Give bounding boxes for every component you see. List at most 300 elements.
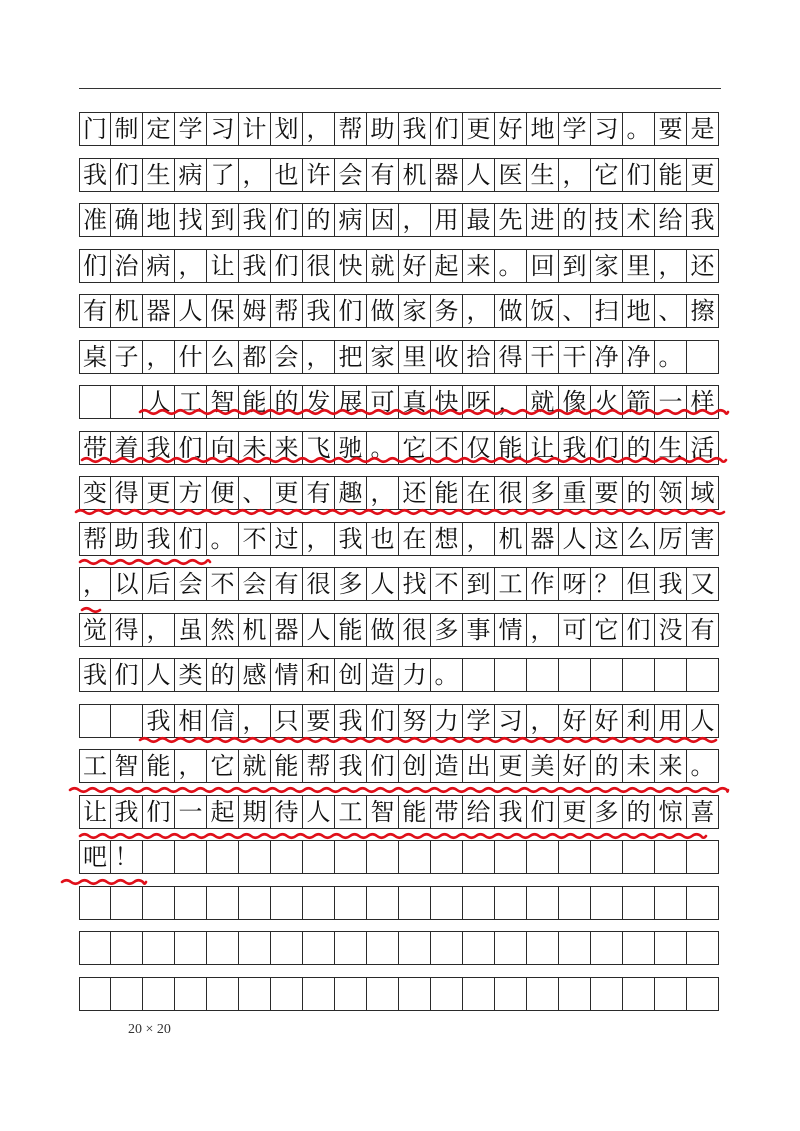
- grid-cell: [303, 977, 335, 1011]
- grid-cell: 我: [303, 294, 335, 328]
- grid-cell: 技: [591, 203, 623, 237]
- grid-cell: [623, 840, 655, 874]
- grid-cell: [655, 840, 687, 874]
- grid-cell: [591, 840, 623, 874]
- grid-cell: [79, 886, 111, 920]
- grid-cell: 净: [623, 340, 655, 374]
- grid-cell: 机: [495, 522, 527, 556]
- red-wavy-underline: [80, 834, 706, 838]
- grid-cell: 活: [687, 431, 719, 465]
- grid-cell: [335, 977, 367, 1011]
- grid-cell: 在: [399, 522, 431, 556]
- grid-cell: 先: [495, 203, 527, 237]
- grid-cell: 有: [79, 294, 111, 328]
- grid-cell: 感: [239, 658, 271, 692]
- grid-cell: ，: [367, 476, 399, 510]
- grid-cell: [271, 886, 303, 920]
- grid-cell: 帮: [79, 522, 111, 556]
- grid-cell: 的: [591, 749, 623, 783]
- grid-cell: 智: [207, 385, 239, 419]
- grid-cell: 有: [303, 476, 335, 510]
- grid-cell: [655, 658, 687, 692]
- grid-cell: 这: [591, 522, 623, 556]
- grid-row: [79, 886, 719, 920]
- grid-cell: 让: [207, 249, 239, 283]
- grid-cell: 器: [527, 522, 559, 556]
- grid-cell: ，: [239, 704, 271, 738]
- grid-row: [79, 658, 719, 692]
- grid-cell: [591, 931, 623, 965]
- grid-cell: ，: [399, 203, 431, 237]
- grid-cell: 我: [399, 112, 431, 146]
- grid-cell: 过: [271, 522, 303, 556]
- grid-cell: 制: [111, 112, 143, 146]
- grid-cell: 样: [687, 385, 719, 419]
- grid-row: [79, 567, 719, 601]
- grid-cell: 想: [431, 522, 463, 556]
- grid-cell: 门: [79, 112, 111, 146]
- grid-cell: [463, 886, 495, 920]
- grid-cell: 们: [271, 203, 303, 237]
- grid-cell: 我: [495, 795, 527, 829]
- grid-cell: 快: [431, 385, 463, 419]
- grid-row: [79, 522, 719, 556]
- grid-cell: 们: [335, 294, 367, 328]
- grid-cell: 像: [559, 385, 591, 419]
- grid-cell: 的: [559, 203, 591, 237]
- grid-cell: 我: [143, 522, 175, 556]
- grid-cell: 了: [207, 158, 239, 192]
- grid-cell: 然: [207, 613, 239, 647]
- grid-cell: 机: [111, 294, 143, 328]
- grid-cell: 。: [495, 249, 527, 283]
- grid-cell: 创: [399, 749, 431, 783]
- grid-cell: 很: [303, 249, 335, 283]
- grid-cell: 用: [431, 203, 463, 237]
- grid-cell: 但: [623, 567, 655, 601]
- grid-cell: 们: [111, 158, 143, 192]
- grid-cell: 学: [463, 704, 495, 738]
- grid-cell: 工: [175, 385, 207, 419]
- grid-cell: 么: [623, 522, 655, 556]
- grid-cell: 们: [175, 431, 207, 465]
- grid-cell: [623, 658, 655, 692]
- grid-cell: 让: [527, 431, 559, 465]
- grid-cell: [175, 931, 207, 965]
- grid-cell: 展: [335, 385, 367, 419]
- grid-cell: 也: [271, 158, 303, 192]
- grid-cell: 医: [495, 158, 527, 192]
- grid-row: [79, 431, 719, 465]
- grid-cell: 便: [207, 476, 239, 510]
- grid-cell: 、: [559, 294, 591, 328]
- grid-cell: 扫: [591, 294, 623, 328]
- red-wavy-underline: [140, 738, 716, 742]
- grid-cell: 更: [687, 158, 719, 192]
- grid-cell: 的: [303, 203, 335, 237]
- grid-row: [79, 977, 719, 1011]
- grid-cell: 地: [143, 203, 175, 237]
- grid-cell: 还: [687, 249, 719, 283]
- grid-cell: 学: [559, 112, 591, 146]
- grid-row: [79, 749, 719, 783]
- grid-cell: 家: [591, 249, 623, 283]
- grid-cell: 以: [111, 567, 143, 601]
- grid-cell: 带: [431, 795, 463, 829]
- grid-cell: 会: [239, 567, 271, 601]
- grid-cell: [239, 840, 271, 874]
- grid-cell: 有: [271, 567, 303, 601]
- grid-cell: 更: [559, 795, 591, 829]
- grid-cell: 就: [527, 385, 559, 419]
- grid-cell: [559, 977, 591, 1011]
- grid-cell: 们: [271, 249, 303, 283]
- grid-row: [79, 385, 719, 419]
- grid-cell: 助: [367, 112, 399, 146]
- grid-cell: 擦: [687, 294, 719, 328]
- grid-cell: 更: [271, 476, 303, 510]
- grid-cell: 箭: [623, 385, 655, 419]
- grid-cell: 来: [463, 249, 495, 283]
- grid-cell: 。: [687, 749, 719, 783]
- grid-cell: 们: [591, 431, 623, 465]
- red-wavy-underline: [76, 510, 724, 514]
- grid-cell: 事: [463, 613, 495, 647]
- grid-cell: 的: [271, 385, 303, 419]
- grid-cell: 器: [271, 613, 303, 647]
- grid-cell: [687, 886, 719, 920]
- grid-cell: [527, 840, 559, 874]
- grid-cell: 得: [111, 613, 143, 647]
- grid-cell: [335, 886, 367, 920]
- grid-cell: 待: [271, 795, 303, 829]
- grid-cell: 做: [367, 294, 399, 328]
- grid-cell: [367, 840, 399, 874]
- grid-cell: ，: [303, 112, 335, 146]
- grid-cell: [495, 658, 527, 692]
- grid-cell: 们: [143, 795, 175, 829]
- grid-cell: 得: [495, 340, 527, 374]
- grid-cell: 作: [527, 567, 559, 601]
- grid-cell: ，: [303, 340, 335, 374]
- grid-cell: [367, 886, 399, 920]
- grid-cell: [591, 658, 623, 692]
- grid-cell: 找: [175, 203, 207, 237]
- grid-cell: [399, 977, 431, 1011]
- grid-cell: ，: [559, 158, 591, 192]
- grid-cell: 。: [207, 522, 239, 556]
- grid-cell: ，: [143, 613, 175, 647]
- grid-cell: 们: [111, 658, 143, 692]
- grid-cell: 类: [175, 658, 207, 692]
- grid-cell: 我: [111, 795, 143, 829]
- grid-cell: 和: [303, 658, 335, 692]
- grid-cell: [303, 886, 335, 920]
- grid-cell: 呀: [463, 385, 495, 419]
- grid-row: [79, 112, 719, 146]
- grid-cell: 来: [271, 431, 303, 465]
- grid-cell: [239, 931, 271, 965]
- grid-cell: 找: [399, 567, 431, 601]
- grid-cell: 出: [463, 749, 495, 783]
- grid-cell: 有: [367, 158, 399, 192]
- grid-cell: 起: [431, 249, 463, 283]
- grid-cell: [175, 977, 207, 1011]
- grid-cell: 一: [175, 795, 207, 829]
- grid-cell: 习: [591, 112, 623, 146]
- grid-cell: 人: [143, 385, 175, 419]
- grid-cell: 人: [367, 567, 399, 601]
- grid-cell: 我: [559, 431, 591, 465]
- grid-cell: 桌: [79, 340, 111, 374]
- grid-cell: 方: [175, 476, 207, 510]
- grid-cell: 期: [239, 795, 271, 829]
- grid-cell: [623, 931, 655, 965]
- grid-cell: [527, 931, 559, 965]
- grid-cell: 确: [111, 203, 143, 237]
- grid-cell: 我: [239, 203, 271, 237]
- grid-cell: [399, 840, 431, 874]
- grid-cell: [175, 840, 207, 874]
- grid-cell: 我: [79, 158, 111, 192]
- grid-cell: [687, 658, 719, 692]
- grid-cell: 火: [591, 385, 623, 419]
- grid-cell: 多: [527, 476, 559, 510]
- grid-cell: 们: [79, 249, 111, 283]
- grid-row: [79, 158, 719, 192]
- grid-cell: 子: [111, 340, 143, 374]
- grid-cell: 姆: [239, 294, 271, 328]
- grid-cell: 会: [271, 340, 303, 374]
- grid-cell: 的: [623, 431, 655, 465]
- grid-cell: 起: [207, 795, 239, 829]
- grid-cell: 还: [399, 476, 431, 510]
- grid-cell: 做: [495, 294, 527, 328]
- grid-cell: 可: [367, 385, 399, 419]
- grid-cell: 帮: [271, 294, 303, 328]
- grid-cell: 学: [175, 112, 207, 146]
- grid-cell: 保: [207, 294, 239, 328]
- grid-cell: 务: [431, 294, 463, 328]
- grid-cell: 很: [399, 613, 431, 647]
- grid-cell: 人: [463, 158, 495, 192]
- grid-cell: [207, 931, 239, 965]
- grid-cell: [271, 977, 303, 1011]
- grid-cell: 人: [175, 294, 207, 328]
- grid-cell: 又: [687, 567, 719, 601]
- grid-cell: 美: [527, 749, 559, 783]
- grid-cell: [463, 840, 495, 874]
- grid-cell: 好: [559, 749, 591, 783]
- grid-cell: 到: [207, 203, 239, 237]
- grid-cell: 得: [111, 476, 143, 510]
- grid-cell: 能: [271, 749, 303, 783]
- grid-cell: 利: [623, 704, 655, 738]
- grid-cell: 饭: [527, 294, 559, 328]
- grid-cell: 帮: [335, 112, 367, 146]
- grid-cell: 能: [431, 476, 463, 510]
- grid-row: [79, 294, 719, 328]
- grid-cell: 能: [335, 613, 367, 647]
- grid-cell: ，: [175, 749, 207, 783]
- grid-cell: 在: [463, 476, 495, 510]
- grid-cell: 情: [271, 658, 303, 692]
- grid-cell: [655, 977, 687, 1011]
- grid-cell: 它: [399, 431, 431, 465]
- grid-cell: 们: [175, 522, 207, 556]
- grid-cell: 没: [655, 613, 687, 647]
- grid-cell: [271, 931, 303, 965]
- grid-cell: 信: [207, 704, 239, 738]
- grid-cell: 我: [79, 658, 111, 692]
- grid-cell: 不: [207, 567, 239, 601]
- grid-cell: 呀: [559, 567, 591, 601]
- grid-cell: 的: [623, 795, 655, 829]
- grid-cell: 们: [431, 112, 463, 146]
- grid-cell: 要: [591, 476, 623, 510]
- grid-cell: [143, 886, 175, 920]
- grid-cell: [79, 931, 111, 965]
- grid-row: [79, 203, 719, 237]
- grid-cell: 不: [431, 431, 463, 465]
- grid-cell: [655, 886, 687, 920]
- grid-row: [79, 249, 719, 283]
- grid-cell: [687, 340, 719, 374]
- grid-cell: [111, 704, 143, 738]
- red-wavy-underline: [82, 608, 100, 612]
- grid-cell: 也: [367, 522, 399, 556]
- grid-cell: 的: [623, 476, 655, 510]
- grid-cell: [399, 886, 431, 920]
- grid-cell: 人: [559, 522, 591, 556]
- grid-cell: 智: [111, 749, 143, 783]
- grid-cell: 后: [143, 567, 175, 601]
- grid-cell: 们: [527, 795, 559, 829]
- grid-cell: ！: [111, 840, 143, 874]
- grid-cell: [495, 840, 527, 874]
- grid-cell: 最: [463, 203, 495, 237]
- grid-cell: [623, 886, 655, 920]
- grid-cell: [303, 931, 335, 965]
- grid-cell: [527, 886, 559, 920]
- grid-cell: [335, 840, 367, 874]
- grid-cell: 病: [175, 158, 207, 192]
- grid-cell: [111, 931, 143, 965]
- grid-cell: ？: [591, 567, 623, 601]
- grid-cell: 未: [623, 749, 655, 783]
- grid-cell: 力: [431, 704, 463, 738]
- grid-cell: [79, 704, 111, 738]
- grid-cell: 好: [399, 249, 431, 283]
- grid-cell: [79, 977, 111, 1011]
- grid-cell: 器: [431, 158, 463, 192]
- grid-cell: 人: [303, 613, 335, 647]
- grid-cell: 要: [655, 112, 687, 146]
- grid-cell: [559, 886, 591, 920]
- red-wavy-underline: [62, 880, 146, 884]
- grid-cell: 很: [495, 476, 527, 510]
- grid-cell: 术: [623, 203, 655, 237]
- grid-cell: 我: [143, 431, 175, 465]
- grid-cell: ，: [527, 704, 559, 738]
- grid-cell: 进: [527, 203, 559, 237]
- grid-row: [79, 476, 719, 510]
- grid-cell: 喜: [687, 795, 719, 829]
- grid-cell: 我: [335, 522, 367, 556]
- grid-cell: 们: [367, 704, 399, 738]
- grid-cell: 我: [335, 704, 367, 738]
- grid-cell: ，: [239, 158, 271, 192]
- grid-cell: 人: [143, 658, 175, 692]
- grid-cell: [623, 977, 655, 1011]
- grid-cell: 的: [207, 658, 239, 692]
- grid-cell: 智: [367, 795, 399, 829]
- grid-cell: 要: [303, 704, 335, 738]
- grid-cell: 觉: [79, 613, 111, 647]
- grid-cell: 回: [527, 249, 559, 283]
- grid-cell: 厉: [655, 522, 687, 556]
- grid-cell: [431, 977, 463, 1011]
- grid-cell: [527, 658, 559, 692]
- grid-cell: ，: [143, 340, 175, 374]
- grid-cell: 器: [143, 294, 175, 328]
- grid-cell: [367, 977, 399, 1011]
- grid-cell: 多: [591, 795, 623, 829]
- grid-cell: 到: [463, 567, 495, 601]
- grid-cell: 许: [303, 158, 335, 192]
- grid-cell: ，: [303, 522, 335, 556]
- grid-cell: 里: [623, 249, 655, 283]
- grid-cell: [111, 977, 143, 1011]
- grid-cell: 能: [239, 385, 271, 419]
- grid-cell: 拾: [463, 340, 495, 374]
- grid-cell: [239, 886, 271, 920]
- grid-cell: ，: [495, 385, 527, 419]
- grid-cell: 人: [687, 704, 719, 738]
- grid-cell: 好: [495, 112, 527, 146]
- grid-cell: [335, 931, 367, 965]
- grid-cell: 病: [335, 203, 367, 237]
- grid-cell: 我: [655, 567, 687, 601]
- grid-cell: 向: [207, 431, 239, 465]
- grid-cell: 未: [239, 431, 271, 465]
- grid-row: [79, 840, 719, 874]
- grid-cell: 多: [431, 613, 463, 647]
- grid-cell: [143, 931, 175, 965]
- grid-cell: ，: [463, 294, 495, 328]
- grid-cell: 地: [623, 294, 655, 328]
- grid-cell: 生: [655, 431, 687, 465]
- grid-cell: 吧: [79, 840, 111, 874]
- grid-cell: 、: [655, 294, 687, 328]
- grid-cell: 着: [111, 431, 143, 465]
- grid-cell: [175, 886, 207, 920]
- grid-cell: [431, 840, 463, 874]
- grid-cell: 就: [367, 249, 399, 283]
- grid-cell: [463, 977, 495, 1011]
- grid-cell: [687, 931, 719, 965]
- grid-cell: 病: [143, 249, 175, 283]
- grid-cell: 力: [399, 658, 431, 692]
- grid-cell: 么: [207, 340, 239, 374]
- grid-cell: 努: [399, 704, 431, 738]
- grid-cell: 机: [399, 158, 431, 192]
- grid-cell: [207, 840, 239, 874]
- grid-cell: 什: [175, 340, 207, 374]
- grid-cell: [431, 931, 463, 965]
- grid-cell: [143, 977, 175, 1011]
- page-top-rule: [79, 88, 721, 89]
